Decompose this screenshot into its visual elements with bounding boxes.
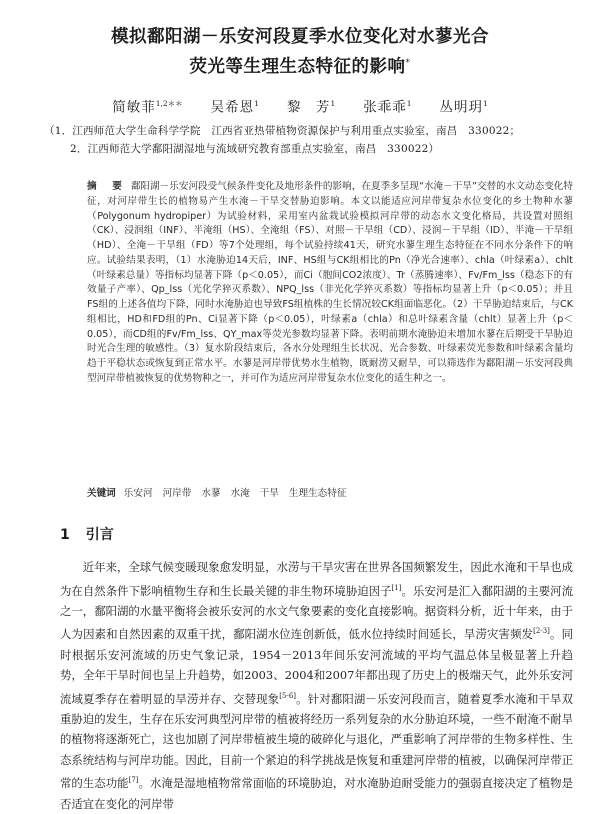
intro-text: 。水淹是湿地植物常常面临的环境胁迫，对水淹胁迫耐受能力的强弱直接决定了植物是否适宜在变化的河岸带	[60, 776, 573, 811]
title-footnote-mark: *	[405, 58, 411, 68]
keyword: 干旱	[259, 488, 279, 499]
author	[440, 93, 488, 119]
intro-text: 。同时根据乐安河流域的历史气象记录，1954－2013年间乐安河流域的平均气温总体呈极显著上升趋势，全年干旱时间也呈上升趋势，如2003、2004和2007年都出现了历史上的极端天气，此外乐安河流域夏季存在着明显的旱涝并存、交替现象	[60, 627, 573, 706]
author-affil-mark: 1	[406, 99, 412, 108]
author	[211, 93, 259, 119]
keywords	[87, 487, 573, 501]
abstract-text: 鄱阳湖－乐安河段受气候条件变化及地形条件的影响，在夏季多呈现“水淹－干旱”交替的水文动态变化特征，对河岸带生长的植物易产生水淹－干旱交替胁迫影响。本文以能适应河岸带复杂水位变化的乡土物种水蓼（Polygonum hydropiper）为试验材料，采用室内盆栽试验模拟河岸带的动态水文变化格局，共设置对照组（CK）、浸润组（INF）、半淹组（HS）、全淹组（FS）、对照－干旱组（CD）、浸润－干旱组（ID）、半淹－干旱组（HD）、全淹－干旱组（FD）等7个处理组，每个试验持续41天，研究水蓼生理生态特征在不同水分条件下的响应。试验结果表明，（1）水淹胁迫14天后，INF、HS组与CK组相比的Pn（净光合速率）、chla（叶绿素a）、chlt（叶绿素总量）等指标均显著下降（p＜0.05），而Ci（胞间CO2浓度）、Tr（蒸腾速率）、Fv/Fm_lss（稳态下的有效量子产率）、Qp_lss（光化学猝灭系数）、NPQ_lss（非光化学猝灭系数）等指标均显著上升（p＜0.05）；并且FS组的上述各值均下降，同时水淹胁迫也导致FS组植株的生长情况较CK组面临恶化。（2）干旱胁迫结束后，与CK组相比，HD和FD组的Pn、Ci显著下降（p＜0.05），叶绿素a（chla）和总叶绿素含量（chlt）显著上升（p＜0.05），而CD组的Fv/Fm_lss、QY_max等荧光参数均显著下降。表明前期水淹胁迫未增加水蓼在后期受干旱胁迫时光合生理的敏感性。（3）复水阶段结束后，各水分处理组生长状况、光合参数、叶绿素荧光参数和叶绿素含量均趋于平稳状态或恢复到正常水平。水蓼是河岸带优势水生植物，既耐涝又耐旱，可以筛选作为鄱阳湖－乐安河段典型河岸带植被恢复的优势物种之一，并可作为适应河岸带复杂水位变化的适生种之一。	[87, 181, 573, 384]
section-heading	[60, 525, 114, 545]
intro-paragraph	[60, 557, 573, 814]
citation: [7]	[128, 776, 139, 785]
author-name: 张乖乖	[363, 99, 407, 116]
author-affil-mark: 1	[254, 99, 259, 108]
keyword: 生理生态特征	[288, 488, 347, 499]
keyword: 水淹	[230, 488, 250, 499]
affiliation-line-1: （1．江西师范大学生命科学学院 江西省亚热带植物资源保护与利用重点实验室，南昌 330022；	[44, 125, 521, 137]
intro-text: 近年来，全球气候变暖现象愈发明显，水涝与干旱灾害在世界各国频繁发生，因此水淹和干旱也成为在自然条件下影响植物生存和生长最关键的非生物环境胁迫因子	[60, 560, 573, 598]
author-name: 简敏菲	[112, 99, 156, 116]
paper-title-line-2	[60, 51, 540, 79]
keyword: 乐安河	[123, 488, 153, 499]
section-title: 引言	[85, 527, 114, 543]
intro-text: 。针对鄱阳湖－乐安河段而言，随着夏季水淹和干旱双重胁迫的发生，生存在乐安河典型河岸带的植被将经历一系列复杂的水分胁迫环境，一些不耐淹不耐旱的植物将逐渐死亡，这也加剧了河岸带植被生境的破碎化与退化，严重影响了河岸带的生物多样性、生态系统结构与河岸功能。因此，目前一个紧迫的科学挑战是恢复和重建河岸带的植被，以确保河岸带正常的生态功能	[60, 691, 573, 791]
keyword: 河岸带	[162, 488, 192, 499]
citation: [2-3]	[533, 627, 550, 636]
keywords-label: 关键词	[87, 488, 116, 499]
author-affil-mark: 1,2＊＊	[155, 99, 183, 108]
abstract	[87, 180, 573, 387]
affiliation-line-2: 2．江西师范大学鄱阳湖湿地与流域研究教育部重点实验室，南昌 330022）	[70, 143, 440, 155]
section-number: 1	[60, 527, 70, 543]
author-list	[40, 93, 560, 115]
citation: [5-6]	[279, 691, 297, 700]
author	[363, 93, 411, 119]
author	[287, 93, 335, 119]
abstract-label: 摘 要	[87, 181, 125, 192]
title-line-2-text: 荧光等生理生态特征的影响	[189, 56, 406, 77]
intro-text: 。乐安河是汇入鄱阳湖的主要河流之一，鄱阳湖的水量平衡将会被乐安河的水文气象要素的变化直接影响。据资料分析，近十年来，由于人为因素和自然因素的双重干扰，鄱阳湖水位连创新低，低水位持续时间延长，旱涝灾害频发	[60, 583, 573, 642]
author	[112, 93, 182, 119]
citation: [1]	[391, 583, 402, 592]
author-affil-mark: 1	[330, 99, 336, 108]
paper-title-line-1: 模拟鄱阳湖－乐安河段夏季水位变化对水蓼光合	[111, 27, 489, 47]
author-name: 黎 芳	[286, 99, 331, 116]
author-name: 丛明玥	[439, 99, 483, 116]
author-name: 吴希恩	[210, 99, 255, 116]
author-affil-mark: 1	[483, 99, 488, 108]
keyword: 水蓼	[201, 488, 221, 499]
